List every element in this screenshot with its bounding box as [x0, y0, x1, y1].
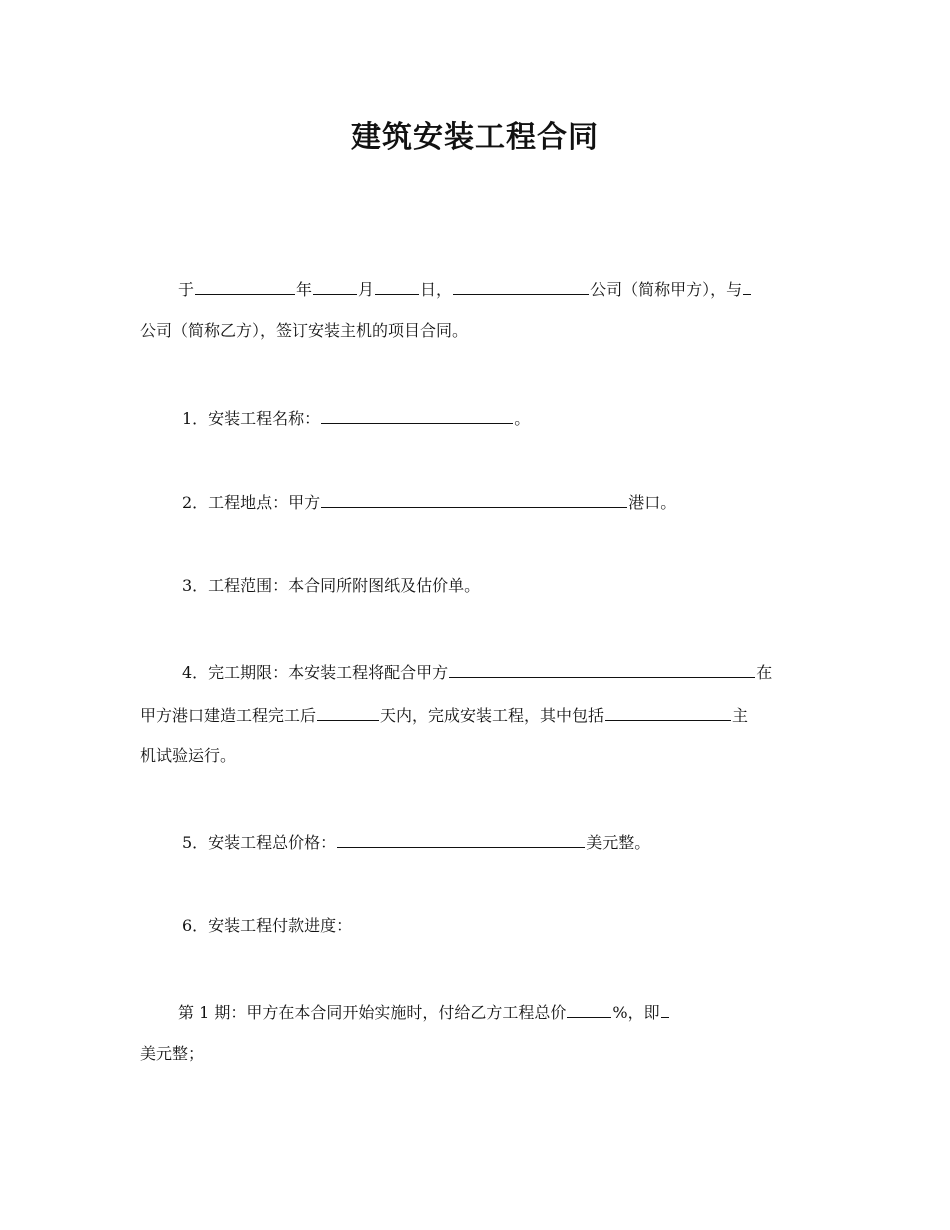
document-title: 建筑安装工程合同 [351, 120, 599, 155]
project-name-blank[interactable] [321, 406, 513, 424]
party-a-blank[interactable] [453, 277, 589, 295]
item-4-line-1 [182, 660, 772, 684]
item-4-end: 在 [756, 663, 773, 682]
item-4-text-2b: 天内，完成安装工程，其中包括 [380, 706, 605, 725]
intro-text: 月 [358, 280, 375, 299]
intro-text: 日， [420, 280, 453, 299]
item-2 [182, 490, 676, 514]
amount-blank[interactable] [661, 1000, 669, 1018]
location-blank[interactable] [321, 490, 627, 508]
item-1-text: 1．安装工程名称： [182, 409, 321, 428]
phase-1-line-1 [178, 1000, 670, 1024]
percent-blank[interactable] [567, 1000, 611, 1018]
item-4-line-3: 机试验运行。 [140, 746, 237, 765]
item-1-end: 。 [514, 409, 531, 428]
item-3: 3．工程范围：本合同所附图纸及估价单。 [182, 576, 481, 595]
phase-1-line-2: 美元整； [140, 1044, 205, 1063]
item-6: 6．安装工程付款进度： [182, 916, 353, 935]
item-4-text: 4．完工期限：本安装工程将配合甲方 [182, 663, 449, 682]
intro-line-2: 公司（简称乙方），签订安装主机的项目合同。 [140, 321, 469, 340]
item-5 [182, 830, 650, 854]
item-4-line-2 [140, 703, 748, 727]
construction-blank[interactable] [449, 660, 755, 678]
days-blank[interactable] [317, 703, 379, 721]
month-blank[interactable] [313, 277, 357, 295]
party-b-blank[interactable] [743, 277, 751, 295]
intro-text: 公司（简称甲方），与 [590, 280, 743, 299]
intro-text: 于 [178, 280, 195, 299]
item-5-end: 美元整。 [586, 833, 651, 852]
intro-line-1 [178, 277, 752, 301]
item-4-text-2a: 甲方港口建造工程完工后 [140, 706, 317, 725]
item-4-text-2c: 主 [732, 706, 749, 725]
item-2-end: 港口。 [628, 493, 677, 512]
phase-1-text: 第 1 期：甲方在本合同开始实施时，付给乙方工程总价 [178, 1003, 567, 1022]
year-blank[interactable] [195, 277, 295, 295]
phase-1-mid: %，即 [612, 1003, 660, 1022]
item-5-text: 5．安装工程总价格： [182, 833, 337, 852]
item-2-text: 2．工程地点：甲方 [182, 493, 321, 512]
item-1 [182, 406, 530, 430]
intro-text: 年 [296, 280, 313, 299]
total-price-blank[interactable] [337, 830, 585, 848]
day-blank[interactable] [375, 277, 419, 295]
includes-blank[interactable] [605, 703, 731, 721]
